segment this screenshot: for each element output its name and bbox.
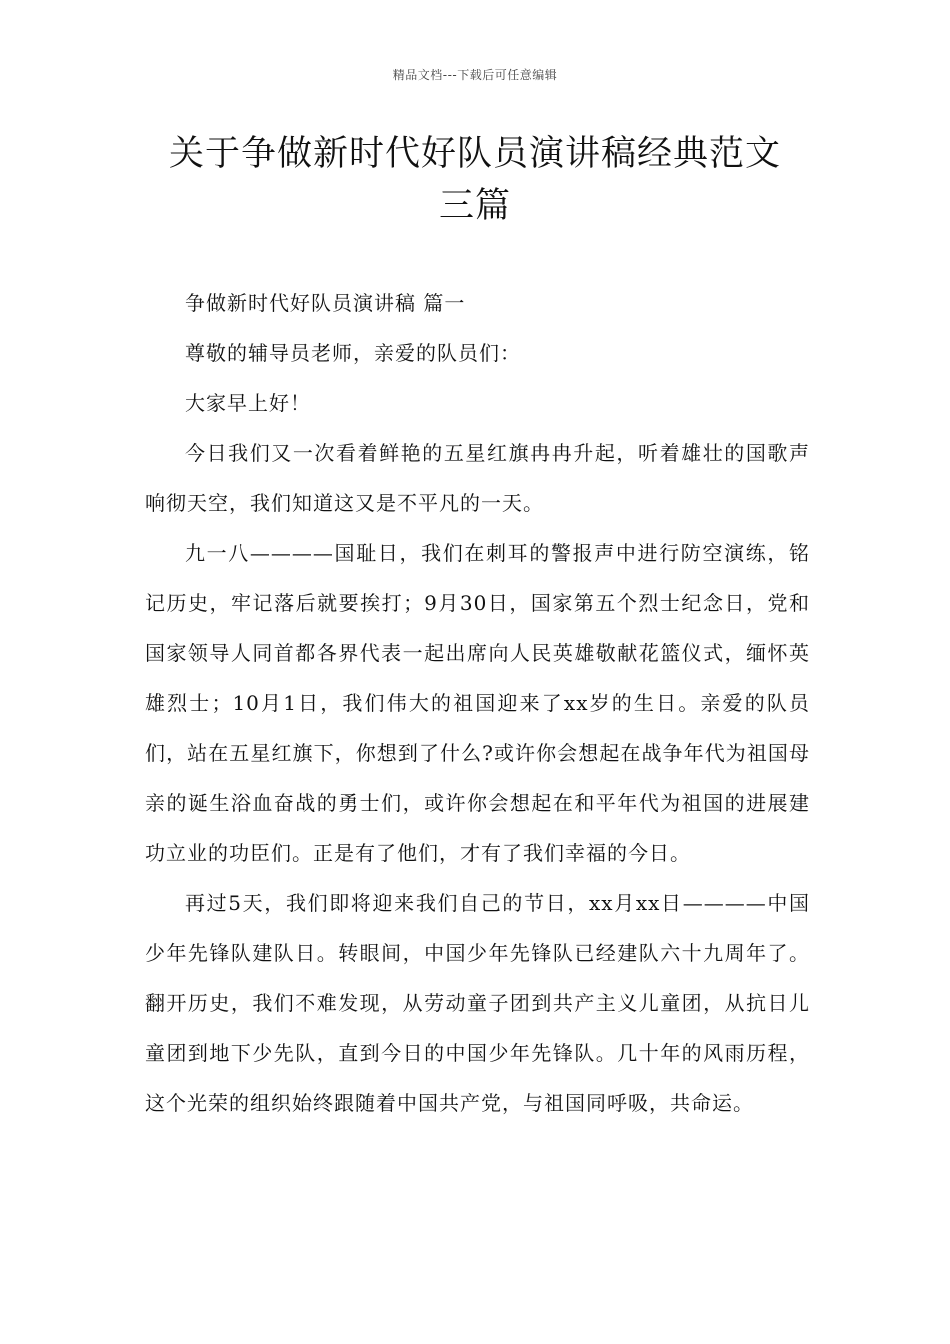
paragraph: 再过5天，我们即将迎来我们自己的节日，xx月xx日————中国少年先锋队建队日。转眼间，中国少年先锋队已经建队六十九周年了。翻开历史，我们不难发现，从劳动童子团到共产主义儿童团，从抗日儿童团到地下少先队，直到今日的中国少年先锋队。几十年的风雨历程，这个光荣的组织始终跟随着中国共产党，与祖国同呼吸，共命运。 (145, 891, 810, 1115)
salutation: 尊敬的辅导员老师，亲爱的队员们： (185, 341, 521, 365)
header-note: 精品文档---下载后可任意编辑 (392, 68, 558, 82)
greeting: 大家早上好！ (185, 391, 311, 415)
document-title (120, 128, 830, 232)
document-body (145, 278, 810, 1128)
title-line-2: 三篇 (438, 186, 511, 226)
paragraph: 九一八————国耻日，我们在刺耳的警报声中进行防空演练，铭记历史，牢记落后就要挨打；9月30日，国家第五个烈士纪念日，党和国家领导人同首都各界代表一起出席向人民英雄敬献花篮仪式，缅怀英雄烈士；10月1日，我们伟大的祖国迎来了xx岁的生日。亲爱的队员们，站在五星红旗下，你想到了什么?或许你会想起在战争年代为祖国母亲的诞生浴血奋战的勇士们，或许你会想起在和平年代为祖国的进展建功立业的功臣们。正是有了他们，才有了我们幸福的今日。 (145, 541, 810, 865)
title-line-1: 关于争做新时代好队员演讲稿经典范文 (168, 134, 781, 174)
section-heading: 争做新时代好队员演讲稿 篇一 (185, 291, 466, 315)
paragraph: 今日我们又一次看着鲜艳的五星红旗冉冉升起，听着雄壮的国歌声响彻天空，我们知道这又是不平凡的一天。 (145, 441, 810, 515)
